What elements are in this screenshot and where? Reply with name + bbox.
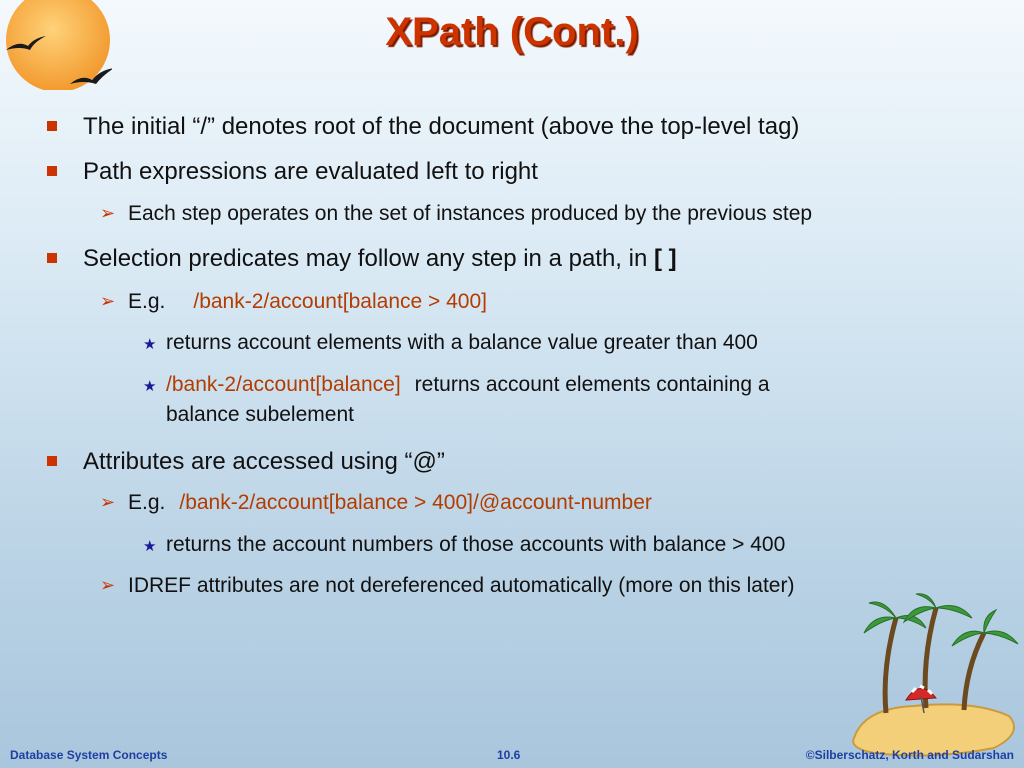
subbullet-eg-attribute: E.g. /bank-2/account[balance > 400]/@account-number xyxy=(128,491,652,514)
subsubbullet-account-numbers: returns the account numbers of those accounts with balance > 400 xyxy=(166,533,786,556)
bullet-attributes: Attributes are accessed using “@” xyxy=(83,448,445,475)
star-bullet-icon: ★ xyxy=(143,377,157,395)
star-bullet-icon: ★ xyxy=(143,537,157,555)
star-bullet-icon: ★ xyxy=(143,335,157,353)
subbullet-idref: IDREF attributes are not dereferenced automatically (more on this later) xyxy=(128,574,795,597)
subbullet-each-step: Each step operates on the set of instances produced by the previous step xyxy=(128,202,813,225)
arrow-bullet-icon: ➢ xyxy=(100,203,116,224)
subsubbullet-balance-path-cont: balance subelement xyxy=(166,403,354,426)
arrow-bullet-icon: ➢ xyxy=(100,291,116,312)
palm-island-illustration xyxy=(824,588,1024,768)
square-bullet-icon xyxy=(47,166,57,176)
arrow-bullet-icon: ➢ xyxy=(100,575,116,596)
subsubbullet-returns-elements: returns account elements with a balance value greater than 400 xyxy=(166,331,758,354)
square-bullet-icon xyxy=(47,456,57,466)
subbullet-eg-predicate: E.g. /bank-2/account[balance > 400] xyxy=(128,290,487,313)
footer-copyright: ©Silberschatz, Korth and Sudarshan xyxy=(805,748,1014,762)
slide-title: XPath (Cont.) xyxy=(385,10,639,54)
bullet-path-expr: Path expressions are evaluated left to right xyxy=(83,158,538,185)
footer-page-number: 10.6 xyxy=(497,748,521,762)
square-bullet-icon xyxy=(47,253,57,263)
footer-course-title: Database System Concepts xyxy=(10,748,168,762)
subsubbullet-balance-path: /bank-2/account[balance] returns account elements containing a xyxy=(166,373,770,396)
bullet-selection-predicates: Selection predicates may follow any step in a path, in [ ] xyxy=(83,245,677,272)
bullet-root: The initial “/” denotes root of the document (above the top-level tag) xyxy=(83,113,800,140)
arrow-bullet-icon: ➢ xyxy=(100,492,116,513)
square-bullet-icon xyxy=(47,121,57,131)
